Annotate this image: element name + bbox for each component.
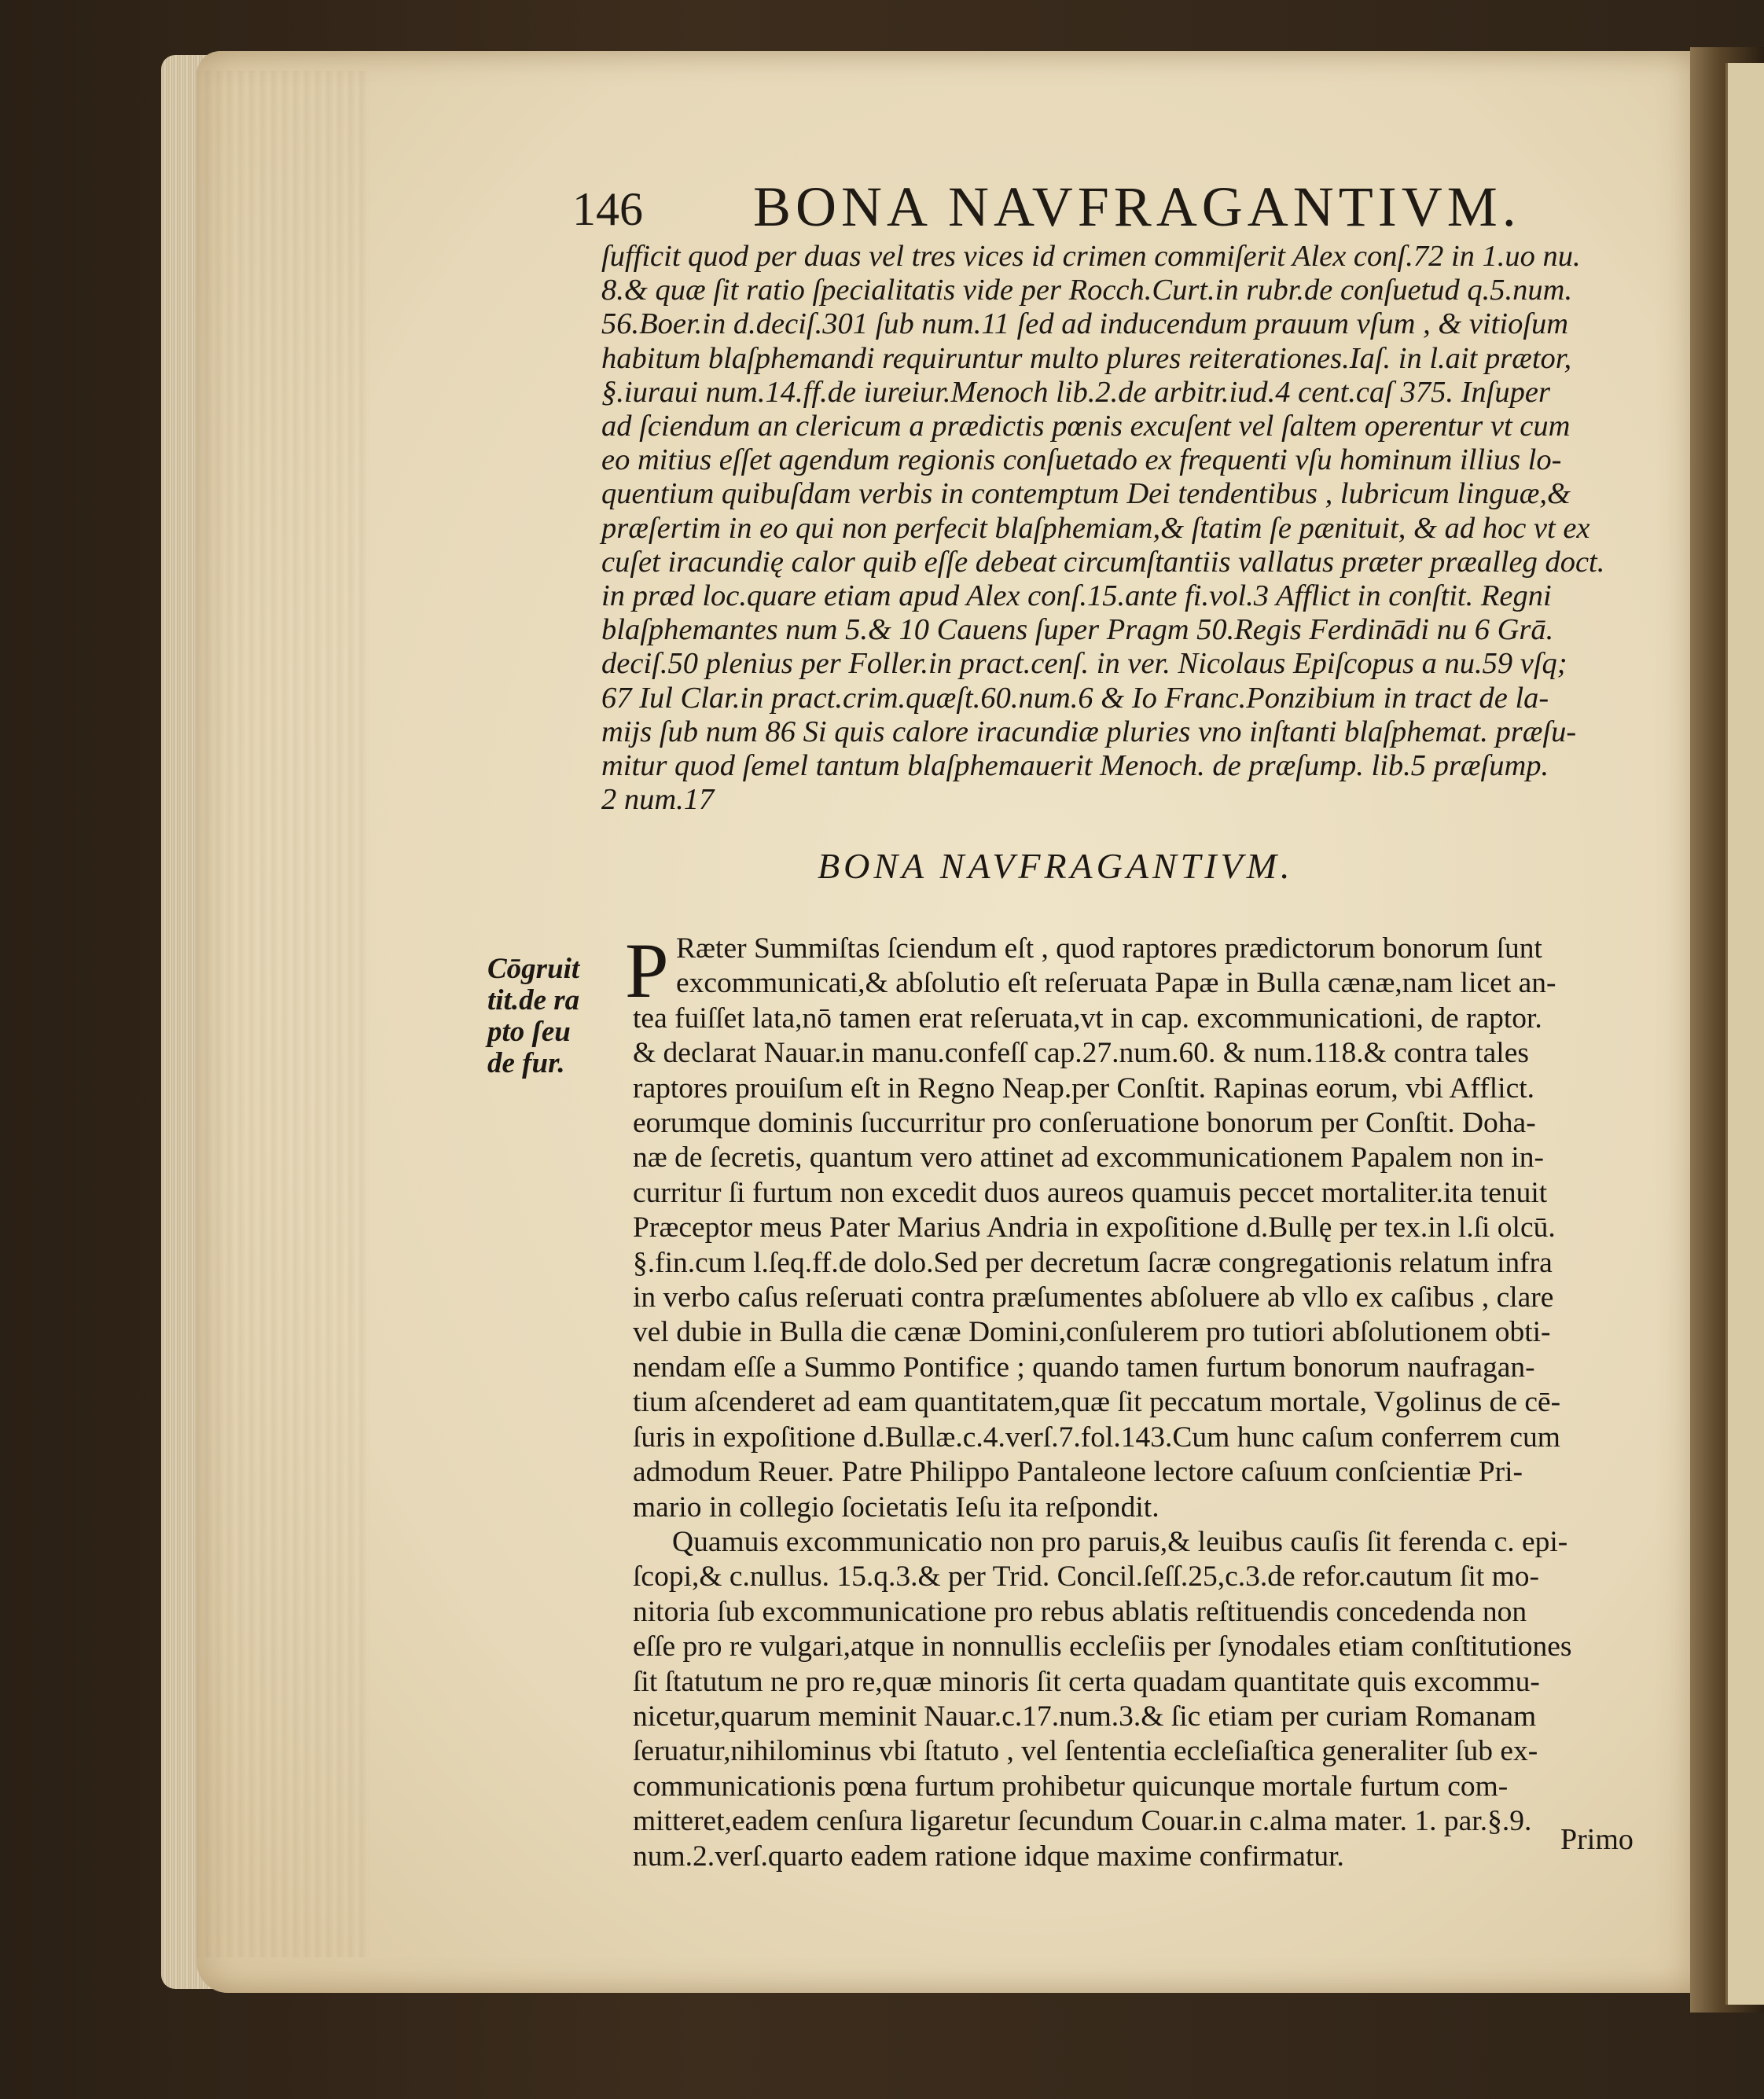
- text-line: ſit ſtatutum ne pro re,quæ minoris ſit certa quadam quantitate quis excommu-: [633, 1665, 1540, 1698]
- text-line: ſcopi,& c.nullus. 15.q.3.& per Trid. Concil.ſeſſ.25,c.3.de refor.cautum ſit mo-: [633, 1560, 1539, 1594]
- text-line: mitteret,eadem cenſura ligaretur ſecundum Couar.in c.alma mater. 1. par.§.9.: [633, 1805, 1532, 1838]
- text-line: næ de ſecretis, quantum vero attinet ad excommunicationem Papalem non in-: [633, 1141, 1545, 1174]
- text-line: §.iuraui num.14.ff.de iureiur.Menoch lib.2.de arbitr.iud.4 cent.caſ 375. Inſuper: [601, 375, 1550, 409]
- margin-note: [487, 954, 590, 1079]
- text-line: deciſ.50 plenius per Foller.in pract.cenſ. in ver. Nicolaus Epiſcopus a nu.59 vſq;: [601, 647, 1567, 681]
- text-line: & declarat Nauar.in manu.confeſſ cap.27.num.60. & num.118.& contra tales: [633, 1037, 1529, 1070]
- roman-paragraphs: [633, 932, 1667, 1874]
- text-line: communicationis pœna furtum prohibetur quicunque mortale furtum com-: [633, 1770, 1509, 1803]
- page-number: 146: [572, 183, 643, 235]
- text-line: ſufficit quod per duas vel tres vices id crimen commiſerit Alex conſ.72 in 1.uo nu.: [601, 240, 1581, 273]
- margin-note-line: pto ſeu: [487, 1016, 571, 1048]
- text-line: mijs ſub num 86 Si quis calore iracundiæ pluries vno inſtanti blaſphemat. præſu-: [601, 715, 1577, 748]
- text-line: cuſet iracundię calor quib eſſe debeat circumſtantiis vallatus præter præalleg doct.: [601, 545, 1605, 579]
- text-line: 8.& quæ ſit ratio ſpecialitatis vide per Rocch.Curt.in rubr.de conſuetud q.5.num.: [601, 274, 1573, 307]
- text-line: mario in collegio ſocietatis Ieſu ita reſpondit.: [633, 1491, 1159, 1524]
- margin-note-line: Cōgruit: [487, 953, 580, 985]
- text-line: eſſe pro re vulgari,atque in nonnullis eccleſiis per ſynodales etiam conſtitutiones: [633, 1630, 1572, 1663]
- text-line: 2 num.17: [601, 783, 715, 817]
- text-line: tea fuiſſet lata,nō tamen erat reſeruata,vt in cap. excommunicationi, de raptor.: [633, 1002, 1542, 1035]
- text-line: habitum blaſphemandi requiruntur multo plures reiterationes.Iaſ. in l.ait prætor,: [601, 341, 1572, 375]
- margin-note-line: tit.de ra: [487, 984, 580, 1016]
- section-heading: BONA NAVFRAGANTIVM.: [818, 846, 1294, 886]
- text-line: curritur ſi furtum non excedit duos aureos quamuis peccet mortaliter.ita tenuit: [633, 1176, 1548, 1209]
- text-line: 67 Iul Clar.in pract.crim.quæſt.60.num.6 & Io Franc.Ponzibium in tract de la-: [601, 681, 1549, 715]
- text-line: in præd loc.quare etiam apud Alex conſ.15.ante fi.vol.3 Afflict in conſtit. Regni: [601, 579, 1552, 613]
- text-line: 56.Boer.in d.deciſ.301 ſub num.11 ſed ad inducendum prauum vſum , & vitioſum: [601, 307, 1569, 341]
- text-line: nitoria ſub excommunicatione pro rebus ablatis reſtituendis concedenda non: [633, 1595, 1527, 1628]
- page-header: [572, 175, 1594, 245]
- text-line: §.fin.cum l.ſeq.ff.de dolo.Sed per decretum ſacræ congregationis relatum infra: [633, 1246, 1553, 1279]
- italic-paragraph: [601, 240, 1670, 817]
- text-line: eo mitius eſſet agendum regionis conſuetado ex frequenti vſu hominum illius lo-: [601, 443, 1562, 477]
- text-line: quentium quibuſdam verbis in contemptum Dei tendentibus , lubricum linguæ,&: [601, 477, 1571, 511]
- text-line: Ræter Summiſtas ſciendum eſt , quod raptores prædictorum bonorum ſunt: [676, 932, 1542, 965]
- text-line: raptores prouiſum eſt in Regno Neap.per Conſtit. Rapinas eorum, vbi Afflict.: [633, 1072, 1535, 1105]
- text-line: num.2.verſ.quarto eadem ratione idque maxime confirmatur.: [633, 1840, 1344, 1873]
- text-line: ad ſciendum an clericum a prædictis pœnis excuſent vel ſaltem operentur vt cum: [601, 410, 1571, 443]
- margin-note-line: de fur.: [487, 1047, 565, 1079]
- text-line: mitur quod ſemel tantum blaſphemauerit Menoch. de præſump. lib.5 præſump.: [601, 749, 1549, 783]
- text-line: blaſphemantes num 5.& 10 Cauens ſuper Pragm 50.Regis Ferdinādi nu 6 Grā.: [601, 613, 1554, 647]
- text-line: Præceptor meus Pater Marius Andria in expoſitione d.Bullę per tex.in l.ſi olcū.: [633, 1211, 1556, 1244]
- text-line: excommunicati,& abſolutio eſt reſeruata Papæ in Bulla cænæ,nam licet an-: [676, 967, 1556, 1000]
- text-line: præſertim in eo qui non perfecit blaſphemiam,& ſtatim ſe pænituit, & ad hoc vt ex: [601, 511, 1590, 545]
- text-line: nicetur,quarum meminit Nauar.c.17.num.3.& ſic etiam per curiam Romanam: [633, 1700, 1537, 1733]
- text-line: tium aſcenderet ad eam quantitatem,quæ ſit peccatum mortale, Vgolinus de cē-: [633, 1386, 1561, 1419]
- running-title: BONA NAVFRAGANTIVM.: [753, 175, 1521, 238]
- text-line: ſuris in expoſitione d.Bullæ.c.4.verſ.7.fol.143.Cum hunc caſum conferrem cum: [633, 1421, 1560, 1454]
- text-line: admodum Reuer. Patre Philippo Pantaleone lectore caſuum conſcientiæ Pri-: [633, 1456, 1523, 1489]
- text-line: vel dubie in Bulla die cænæ Domini,conſulerem pro tutiori abſolutionem obti-: [633, 1316, 1551, 1349]
- facing-page-edge: [1725, 63, 1764, 2005]
- catchword: Primo: [1560, 1823, 1634, 1856]
- text-line: in verbo caſus reſeruati contra præſumentes abſoluere ab vllo ex caſibus , clare: [633, 1281, 1554, 1314]
- text-line: ſeruatur,nihilominus vbi ſtatuto , vel ſententia eccleſiaſtica generaliter ſub ex-: [633, 1735, 1538, 1768]
- drop-cap: P: [625, 927, 669, 1014]
- text-line: Quamuis excommunicatio non pro paruis,& leuibus cauſis ſit ferenda c. epi-: [672, 1525, 1568, 1558]
- text-line: nendam eſſe a Summo Pontifice ; quando tamen furtum bonorum naufragan-: [633, 1351, 1535, 1384]
- text-line: eorumque dominis ſuccurritur pro conſeruatione bonorum per Conſtit. Doha-: [633, 1107, 1536, 1140]
